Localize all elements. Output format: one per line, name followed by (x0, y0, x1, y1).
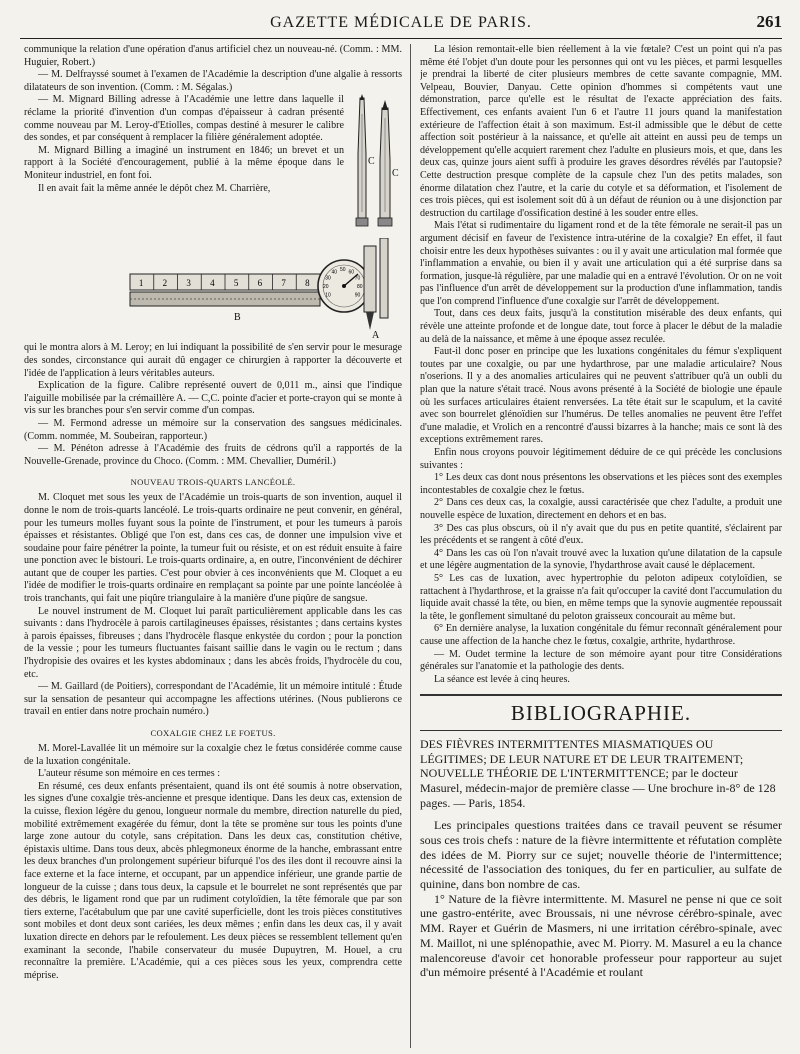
conclusion-item: 3° Des cas plus obscurs, où il n'y avait que du pus en petite quantité, s'éclairent par les précédents et se rangent à côté d'eux. (420, 522, 782, 547)
paragraph: — M. Delfrayssé soumet à l'examen de l'Académie la description d'une algalie à ressorts dilatateurs de son invention. (Comm. : M. Ségalas.) (24, 69, 402, 93)
dial-number: 10 (325, 292, 331, 299)
figure-explanation: Explication de la figure. Calibre représenté ouvert de 0,011 m., ainsi que l'indique l'aiguille mobilisée par la crémaillère A. — C,C. pointe d'acier et porte-crayon qui se monte à vis sur les branches pour s'en servir comme d'un compas. (24, 380, 402, 417)
paragraph: En résumé, ces deux enfants présentaient, quand ils ont été soumis à notre observation, les signes d'une coxalgie très-ancienne et presque identique. Dans les deux cas, extension de la cuisse, flexion légère du genou, longueur normale du membre, direction naturelle du pied, mobilité extrêmement exagérée du fémur, dont la tête se promène sur tous les points d'une large zone autour du cotyle, sans crépitation. Dans les deux cas, constitution chétive, épistaxis ultime. Dans tous deux, abcès phlegmoneux énorme de la hanche, embrassant entre les deux branches d'un prolongement supérieur bifurqué l'os des iles dont il recouvre ainsi la face externe et la face interne, et occupant, par un appendice inférieur, une grande partie de longueur de la cuisse ; dans tous deux, la capsule et le bourrelet ne sont représentés que par des débris, le ligament rond que par un rudiment cotyloïdien, la tête fémorale que par son tiers externe, l'acétabulum que par une cavité superficielle, dont les trois pièces constitutives sont mobiles et dont deux sont cariées, les deux mêmes ; enfin dans les deux cas, il y avait luxation directe en dehors par le refoulement. Les deux pièces se ressemblent tellement qu'en examinant la seconde, l'habile conservateur du musée Dupuytren, M. Houel, a cru reconnaître la première. L'Académie, qui a ces pièces sous les yeux, comprendra cette méprise. (24, 780, 402, 981)
dial-number: 80 (357, 284, 363, 291)
dial-number: 50 (340, 267, 346, 274)
figure-letter-c2: C (392, 168, 399, 180)
scale-number: 6 (257, 278, 263, 289)
scale-number: 8 (305, 278, 310, 289)
review-paragraph: Les principales questions traitées dans ce travail peuvent se résumer sous ces trois chefs : nature de la fièvre intermittente et réfutation complète des idées de M. Piorry sur ce sujet; nouvelle théorie de l'intermittence; nécessité de l'association des toniques, du fer en particulier, au sulfate de quinine, dans bon nombre de cas. (420, 818, 782, 892)
paragraph: Faut-il donc poser en principe que les luxations congénitales du fémur s'expliquent toutes par une coxalgie, ou par une hydarthrose, par une maladie articulaire? Nous n'oserions. Il y a des anomalies articulaires qui ne peuvent s'attribuer qu'à un oubli du plan que la nature s'était tracé. Nous avons présenté à la Société de biologie une épaule où les surfaces articulaires étaient renversées. La tête était sur le scapulum, et la cavité avec son bourrelet glénoïdien sur l'humérus. De telles anomalies ne peuvent être l'effet d'une maladie, et Vrolich en a rencontré d'aussi bizarres à la hanche; mais ce sont là des exceptions extrêmement rares. (420, 346, 782, 446)
dial-number: 90 (354, 292, 361, 299)
paragraph: qui le montra alors à M. Leroy; en lui indiquant la possibilité de s'en servir pour le mesurage des sondes, circonstance qui aurait dû engager ce chirurgien à rapporter la découverte et l'idée de l'application à leurs véritables auteurs. (24, 342, 402, 379)
dial-number: 70 (354, 275, 361, 282)
figure-letter-a: A (372, 330, 380, 339)
figure-letter-b: B (234, 312, 241, 324)
conclusion-item: 4° Dans les cas où l'on n'avait trouvé avec la luxation qu'une dilatation de la capsule et une légère augmentation de la synovie, l'hydarthrose avait causé le déplacement. (420, 547, 782, 572)
paragraph: M. Mignard Billing a imaginé un instrument en 1846; un brevet et un rapport à la Société d'encouragement, publié à la même époque dans le Moniteur industriel, en font foi. (24, 144, 344, 181)
paragraph: L'auteur résume son mémoire en ces termes : (38, 768, 221, 780)
column-divider (410, 44, 411, 1048)
session-close: La séance est levée à cinq heures. (434, 673, 570, 685)
paragraph: — M. Oudet termine la lecture de son mémoire ayant pour titre Considérations générales sur l'anatomie et la pathologie des dents. (420, 648, 782, 673)
paragraph: Le nouvel instrument de M. Cloquet lui paraît particulièrement applicable dans les cas suivants : dans l'hydrocèle à parois cartilagineuses épaisses, résistantes ; dans certains kystes à parois épaisses, fibreuses ; dans l'hydrocèle flasque enkystée du cordon ; pour la ponction de la vessie ; pour les tumeurs fluctuantes faisant saillie dans le vagin ou le rectum ; dans l'hydropisie des ovaires et les kystes abdominaux ; dans les abcès froids, l'hydrocèle du cou, etc. (24, 605, 402, 680)
paragraph: — M. Mignard Billing adresse à l'Académie une lettre dans laquelle il réclame la priorité d'invention d'un compas d'épaisseur à cadran présenté comme nouveau par M. Leroy-d'Etiolles, compas destiné à mesurer le calibre des sondes, et par conséquent à remplacer la filière généralement adoptée. (24, 94, 344, 144)
conclusion-item: 6° En dernière analyse, la luxation congénitale du fémur reconnaît généralement pour cause une affection de la hanche chez le fœtus, coxalgie, arthrite, hydarthrose. (420, 623, 782, 647)
conclusion-item: 5° Les cas de luxation, avec hypertrophie du peloton adipeux cotyloïdien, se rattachent à l'hydarthrose, et la graisse n'a fait qu'occuper la cavité dont l'accumulation du liquide avait chassé la tête, ou bien, en même temps que la synovie augmentée repoussait la tête, le gonflement simultané du peloton graisseux concourait au même but. (420, 572, 782, 622)
figure-letter-c1: C (368, 156, 375, 168)
caliper-figure (24, 238, 394, 338)
paragraph: — M. Pénéton adresse à l'Académie des fruits de cédrons qu'il a rapportés de la Nouvelle-Grenade, province du Choco. (Comm. : MM. Chevallier, Duméril.) (24, 443, 402, 467)
paragraph: Il en avait fait la même année le dépôt chez M. Charrière, (38, 182, 271, 194)
paragraph: M. Cloquet met sous les yeux de l'Académie un trois-quarts de son invention, auquel il donne le nom de trois-quarts lancéolé. Le trois-quarts ordinaire ne peut convenir, en général, pour les tumeurs molles fuyant sous la pointe de l'instrument, et pour les tumeurs à parois épaisses et résistantes. Obligé que l'on est, dans ces cas, de donner une impulsion vive et soudaine pour faire pénétrer la pointe, la tumeur fuit ou résiste, et on est réduit ensuite à faire une ponction avec le bistouri. Le trois-quarts ordinaire, a, en outre, l'inconvénient de déchirer autant que de couper les parties. C'est pour obvier à ces inconvénients que M. Cloquet a eu l'idée de modifier le trois-quarts ordinaire en remplaçant sa pointe par une pointe lancéolée à trois tranchants, qui fait une piqûre triangulaire à la manière d'une piqûre de sangsue. (24, 492, 402, 605)
paragraph: — M. Fermond adresse un mémoire sur la conservation des sangsues médicinales. (Comm. nommée, M. Soubeiran, rapporteur.) (24, 417, 402, 442)
instrument-figure-c (350, 94, 402, 234)
paragraph: Enfin nous croyons pouvoir légitimement déduire de ce qui précède les conclusions suivantes : (420, 447, 782, 471)
bibliography-title: BIBLIOGRAPHIE. (510, 701, 692, 726)
scale-number: 1 (138, 278, 144, 289)
paragraph: Tout, dans ces deux faits, jusqu'à la constitution misérable des deux enfants, qui révèle une atteinte profonde et de longue date, tout force à placer le début de la maladie au delà de la naissance, et même à une époque assez reculée. (420, 308, 782, 345)
paragraph: communique la relation d'une opération d'anus artificiel chez un nouveau-né. (Comm. : MM. Huguier, Robert.) (24, 44, 402, 68)
scale-number: 4 (210, 278, 215, 289)
paragraph: — M. Gaillard (de Poitiers), correspondant de l'Académie, lit un mémoire intitulé : Étude sur la sensation de pesanteur qui accompagne les affections utérines. (Nous publierons ce travail en entier dans notre prochain numéro.) (24, 681, 402, 718)
dial-number: 20 (323, 284, 329, 291)
dial-number: 60 (348, 269, 355, 276)
paragraph: La lésion remontait-elle bien réellement à la vie fœtale? C'est un point qui n'a pas même été l'objet d'un doute pour les personnes qui ont vu les pièces, et parmi lesquelles je prendrai la liberté de citer plusieurs membres de cette savante compagnie, MM. Velpeau, Bouvier, Danyau. Cette opinion d'hommes si compétents vaut une démonstration, parce qu'elle est le résultat de l'exacte appréciation des faits. Effectivement, ces enfants avaient l'un 6 et l'autre 11 jours quand la manifestation extérieure de l'affection était à son maximum. Est-il admissible que le début de cette affection soit postérieur à la naissance, et qu'elle ait atteint en aussi peu de temps un développement qu'elle acquiert rarement chez l'adulte en plusieurs mois, et que, dans les deux cas, quinze jours aient suffi à produire les graves désordres révélés par l'autopsie? Cette destruction presque complète de la capsule chez l'un des petits malades, son énorme dilatation chez l'autre, et la carie du cotyle et sa déformation, et l'isolement de ces trois pièces, qui est isolement soit dû à un défaut de réunion ou à une disjonction par destruction du cartilage d'ossification destiné à les souder entre elles. (420, 44, 782, 219)
dial-number: 30 (325, 275, 331, 282)
section-rule (420, 730, 782, 731)
section-title-trocart: NOUVEAU TROIS-QUARTS LANCÉOLÉ. (130, 477, 296, 488)
page-header (20, 10, 782, 39)
dial-number: 40 (331, 269, 338, 276)
review-paragraph: 1° Nature de la fièvre intermittente. M. Masurel ne pense ni que ce soit une gastro-entérite, avec Broussais, ni une névrose cérébro-spinale, avec MM. Rayer et Guérin de Masmers, ni une irritation cérébro-spinale, avec M. Maillot, ni une splénopathie, avec M. Piorry. M. Masurel a eu la chance malencoreuse d'avoir cet honorable professeur pour rapporteur au sujet d'un mémoire présenté à l'Académie et roulant (420, 891, 782, 980)
book-title: DES FIÈVRES INTERMITTENTES MIASMATIQUES OU LÉGITIMES; DE LEUR NATURE ET DE LEUR TRAITEMENT; NOUVELLE THÉORIE DE L'INTERMITTENCE; par le docteur Masurel, médecin-major de première classe — Une brochure in-8° de 128 pages. — Paris, 1854. (420, 737, 776, 810)
conclusion-item: 1° Les deux cas dont nous présentons les observations et les pièces sont des exemples incontestables de coxalgie chez le fœtus. (420, 472, 782, 496)
section-rule (420, 694, 782, 696)
right-column (420, 44, 782, 1048)
scale-number: 2 (162, 278, 168, 289)
paragraph: Mais l'état si rudimentaire du ligament rond et de la tête fémorale ne serait-il pas un argument décisif en faveur de l'existence intra-utérine de la coxalgie? En effet, il faut choisir entre les deux hypothèses suivantes : ou il y avait une articulation mal formée que l'inflammation a envahie, ou bien il y avait une articulation qui a été surprise dans sa formation, jusque-là régulière, par une maladie qui en a entravé l'évolution. Or on ne voit pas l'influence d'un arrêt de développement sur la production d'une inflammation, tandis que l'on comprend l'influence d'une coxalgie sur l'arrêt de développement. (420, 220, 782, 307)
scale-number: 5 (233, 278, 239, 289)
journal-title: GAZETTE MÉDICALE DE PARIS. (270, 14, 532, 31)
scale-number: 3 (186, 278, 191, 289)
page-number: 261 (756, 12, 782, 31)
section-title-coxalgie: COXALGIE CHEZ LE FOETUS. (150, 728, 276, 738)
paragraph: M. Morel-Lavallée lit un mémoire sur la coxalgie chez le fœtus considérée comme cause de la luxation congénitale. (24, 743, 402, 767)
conclusion-item: 2° Dans ces deux cas, la coxalgie, aussi caractérisée que chez l'adulte, a produit une nouvelle espèce de luxation, directement en dehors et en bas. (420, 497, 782, 521)
left-column (24, 44, 402, 1048)
scale-number: 7 (281, 278, 286, 289)
